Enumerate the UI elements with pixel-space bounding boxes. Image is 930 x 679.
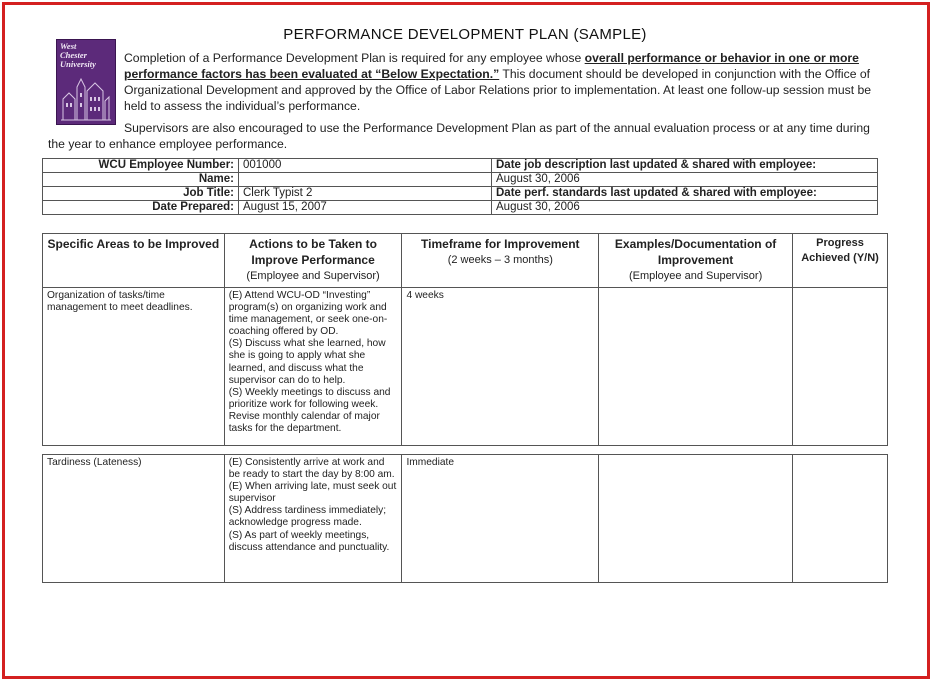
page-title: PERFORMANCE DEVELOPMENT PLAN (SAMPLE): [283, 26, 647, 43]
column-header-subtitle: (Employee and Supervisor): [628, 270, 763, 282]
info-label: Date Prepared:: [43, 201, 239, 215]
cell-timeframe: 4 weeks: [402, 288, 599, 446]
table-row: [43, 288, 888, 446]
intro-emphasis: overall performance or behavior in one or more performance factors has been evaluated at “Below Expectation.”: [124, 51, 859, 81]
column-header-title: Progress Achieved (Y/N): [801, 237, 879, 264]
info-row: [43, 201, 878, 215]
intro-paragraph: Completion of a Performance Development Plan is required for any employee whose overall performance or behavior in one or more performance factors has been evaluated at “Below Expectation.” This document should be developed in conjunction with the Office of Organizational Development and approved by the Office of Labor Relations prior to implementation. At least one follow-up session must be held to assess the individual’s performance.: [124, 51, 872, 113]
info-label: WCU Employee Number:: [43, 159, 239, 173]
cell-timeframe: Immediate: [402, 455, 599, 583]
development-plan-table: [42, 233, 888, 583]
row-spacer-cell: [43, 446, 888, 455]
cell-area: Organization of tasks/time management to meet deadlines.: [43, 288, 225, 446]
cell-progress: [793, 455, 888, 583]
info-label: Job Title:: [43, 187, 239, 201]
column-header-title: Examples/Documentation of Improvement: [614, 237, 777, 267]
column-header: [43, 234, 225, 288]
info-value: Clerk Typist 2: [239, 187, 492, 201]
cell-area: Tardiness (Lateness): [43, 455, 225, 583]
column-header-subtitle: (Employee and Supervisor): [246, 270, 380, 282]
row-spacer: [43, 446, 888, 455]
cell-examples: [599, 455, 793, 583]
column-header: [599, 234, 793, 288]
cell-progress: [793, 288, 888, 446]
info-row: [43, 173, 878, 187]
building-icon: [61, 73, 111, 121]
cell-examples: [599, 288, 793, 446]
date-label: Date perf. standards last updated & shared with employee:: [492, 187, 878, 201]
date-value: August 30, 2006: [492, 201, 878, 215]
table-row: [43, 455, 888, 583]
info-row: [43, 159, 878, 173]
university-logo: [56, 39, 116, 125]
column-header: [224, 234, 402, 288]
info-label: Name:: [43, 173, 239, 187]
info-value: 001000: [239, 159, 492, 173]
column-header-title: Actions to be Taken to Improve Performance: [249, 237, 377, 267]
column-header-title: Timeframe for Improvement: [421, 237, 580, 251]
supervisor-paragraph: Supervisors are also encouraged to use the Performance Development Plan as part of the annual evaluation process or at any time during the year to enhance employee performance.: [48, 121, 870, 151]
column-header-subtitle: (2 weeks – 3 months): [447, 254, 553, 266]
employee-info-table: [42, 158, 878, 215]
logo-text: West Chester University: [60, 41, 96, 69]
column-header-title: Specific Areas to be Improved: [47, 237, 220, 251]
column-header: [793, 234, 888, 288]
info-row: [43, 187, 878, 201]
column-header: [402, 234, 599, 288]
info-value: August 15, 2007: [239, 201, 492, 215]
info-value: [239, 173, 492, 187]
date-label: Date job description last updated & shared with employee:: [492, 159, 878, 173]
cell-actions: (E) Attend WCU-OD “Investing” program(s) on organizing work and time management, or seek one-on-coaching offered by OD. (S) Discuss what she learned, how she is going to apply what she learned, and discuss what the supervisor can do to help. (S) Weekly meetings to discuss and prioritize work for following week. Revise monthly calendar of major tasks for the department.: [224, 288, 402, 446]
date-value: August 30, 2006: [492, 173, 878, 187]
cell-actions: (E) Consistently arrive at work and be ready to start the day by 8:00 am. (E) When arriving late, must seek out supervisor (S) Address tardiness immediately; acknowledge progress made. (S) As part of weekly meetings, discuss attendance and punctuality.: [224, 455, 402, 583]
